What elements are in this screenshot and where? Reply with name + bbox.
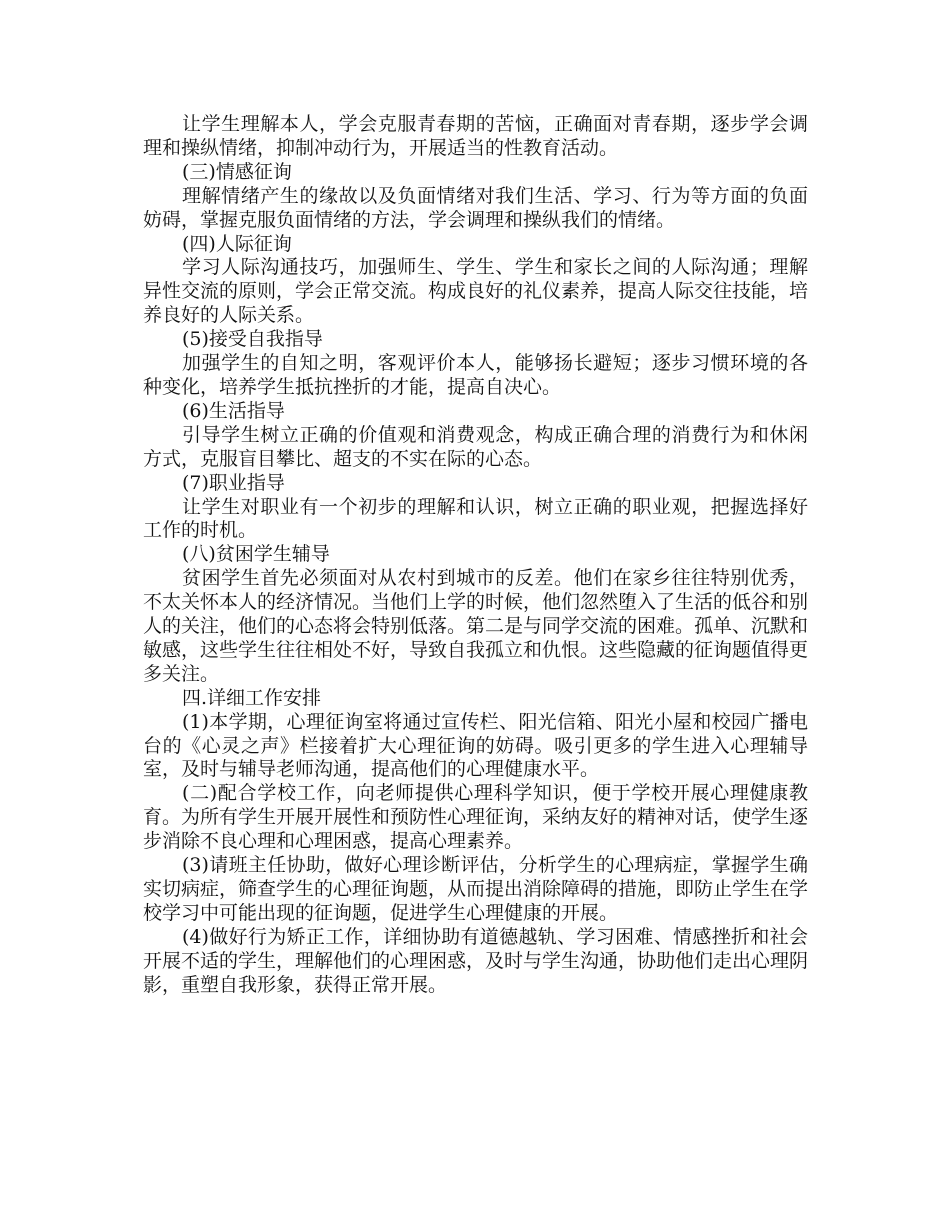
- paragraph-emotional-counseling: 理解情绪产生的缘故以及负面情绪对我们生活、学习、行为等方面的负面妨碍，掌握克服负面情绪的方法，学会调理和操纵我们的情绪。: [143, 184, 808, 231]
- paragraph-work-item-2: (二)配合学校工作，向老师提供心理科学知识，便于学校开展心理健康教育。为所有学生开展开展性和预防性心理征询，采纳友好的精神对话，使学生逐步消除不良心理和心理困惑，提高心理素养。: [143, 782, 809, 853]
- document-body: [143, 113, 808, 998]
- paragraph-work-item-4: (4)做好行为矫正工作，详细协助有道德越轨、学习困难、情感挫折和社会开展不适的学生，理解他们的心理困惑，及时与学生沟通，协助他们走出心理阴影，重塑自我形象，获得正常开展。: [143, 925, 809, 996]
- paragraph-work-item-1: (1)本学期，心理征询室将通过宣传栏、阳光信箱、阳光小屋和校园广播电台的《心灵之声》栏接着扩大心理征询的妨碍。吸引更多的学生进入心理辅导室，及时与辅导老师沟通，提高他们的心理健康水平。: [143, 710, 808, 781]
- heading-work-arrangement: 四.详细工作安排: [182, 686, 322, 709]
- heading-career-guidance: (7)职业指导: [182, 471, 285, 494]
- paragraph-career-guidance: 让学生对职业有一个初步的理解和认识，树立正确的职业观，把握选择好工作的时机。: [143, 495, 808, 542]
- heading-interpersonal-counseling: (四)人际征询: [182, 232, 292, 255]
- paragraph-life-guidance: 引导学生树立正确的价值观和消费观念，构成正确合理的消费行为和休闲方式，克服盲目攀比、超支的不实在际的心态。: [143, 423, 808, 470]
- paragraph-self-guidance: 加强学生的自知之明，客观评价本人，能够扬长避短；逐步习惯环境的各种变化，培养学生抵抗挫折的才能，提高自决心。: [143, 352, 808, 398]
- heading-poor-student-counseling: (八)贫困学生辅导: [182, 543, 330, 566]
- paragraph-interpersonal-counseling: 学习人际沟通技巧，加强师生、学生、学生和家长之间的人际沟通；理解异性交流的原则，学会正常交流。构成良好的礼仪素养，提高人际交往技能，培养良好的人际关系。: [143, 256, 809, 327]
- heading-self-guidance: (5)接受自我指导: [182, 328, 323, 351]
- paragraph-adolescence-guidance: 让学生理解本人，学会克服青春期的苦恼，正确面对青春期，逐步学会调理和操纵情绪，抑制冲动行为，开展适当的性教育活动。: [143, 113, 808, 159]
- heading-emotional-counseling: (三)情感征询: [182, 160, 292, 183]
- heading-life-guidance: (6)生活指导: [182, 399, 285, 422]
- paragraph-poor-student-counseling: 贫困学生首先必须面对从农村到城市的反差。他们在家乡往往特别优秀，不太关怀本人的经济情况。当他们上学的时候，他们忽然堕入了生活的低谷和别人的关注，他们的心态将会特别低落。第二是与同学交流的困难。孤单、沉默和敏感，这些学生往往相处不好，导致自我孤立和仇恨。这些隐藏的征询题值得更多关注。: [143, 567, 809, 685]
- paragraph-work-item-3: (3)请班主任协助，做好心理诊断评估，分析学生的心理病症，掌握学生确实切病症，筛查学生的心理征询题，从而提出消除障碍的措施，即防止学生在学校学习中可能出现的征询题，促进学生心理健康的开展。: [143, 854, 809, 924]
